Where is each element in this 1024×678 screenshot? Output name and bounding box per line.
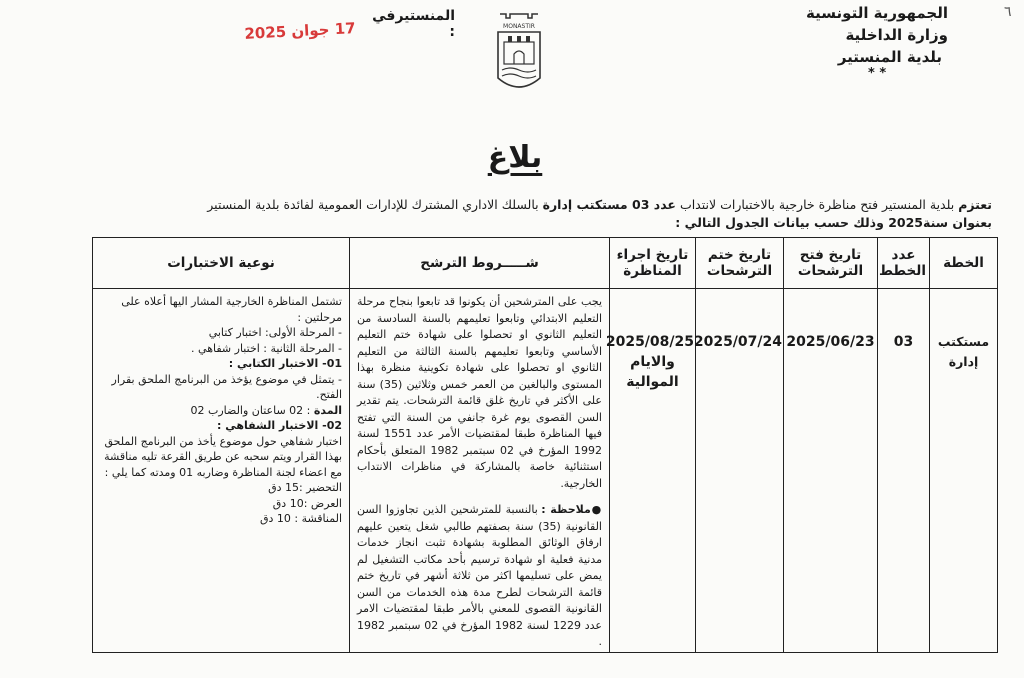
phase2: - المرحلة الثانية : اختبار شفاهي . [191, 341, 342, 355]
oral-desc: اختبار شفاهي حول موضوع يأخذ من البرنامج الملحق بهذا القرار ويتم سحبه عن طريق القرعة تليه مناقشة مع اعضاء لجنة المناظرة وضاربه 01 ومدته كما يلي : [104, 434, 342, 479]
prep-time: التحضير :15 دق [268, 481, 342, 494]
count-value: 03 [893, 334, 914, 350]
cell-conditions [350, 289, 610, 653]
cell-plan [930, 289, 998, 653]
cell-exam-date [605, 289, 696, 653]
intro-count: عدد 03 مستكتب إدارة [542, 197, 676, 212]
note-title: ●ملاحظة : [541, 503, 602, 516]
written-desc: - يتمثل في موضوع يؤخذ من البرنامج الملحق بقرار الفتح. [111, 372, 342, 401]
header-conditions: شـــــروط الترشح [350, 238, 610, 289]
written-title: 01- الاختبار الكتابي : [228, 357, 342, 370]
stars-mark: * * [868, 66, 887, 81]
cell-exam-types [93, 289, 350, 653]
close-date-value: 2025/07/24 [693, 334, 782, 350]
intro-part2: بالسلك الاداري المشترك للإدارات العمومية لفائدة بلدية المنستير [207, 197, 543, 212]
intro-part1: بلدية المنستير فتح مناظرة خارجية بالاختبارات لانتداب [675, 197, 959, 212]
presentation-time: العرض :10 دق [272, 496, 342, 510]
table-header-row [93, 238, 998, 289]
date-stamp: 17 جوان 2025 [243, 19, 357, 43]
conditions-text: يجب على المترشحين أن يكونوا قد تابعوا بنجاح مرحلة التعليم الابتدائي وتابعوا تعليمهم بالسنة السادسة من التعليم الثانوي او تحصلوا على شهادة ختم التعليم الأساسي وتابعوا تعليمهم بالسنة الثالثة من التعليم الثانوي او تحصلوا على شهادة تكوينية منظرة بهذا المستوى والبالغين من العمر خمس وثلاثين (35) سنة على الأكثر في تاريخ غلق قائمة الترشحات. يتم تقدير السن القصوى يوم غرة جانفي من السنة التي تفتح فيها المناظرة طبقا لمقتضيات الأمر عدد 1551 لسنة 1992 المؤرخ في 02 سبتمبر 1982 المتعلق بأحكام استثنائية خاصة بالمشاركة في مناظرات الانتداب الخارجية. [357, 295, 602, 490]
header-exam-date: تاريخ اجراء المناظرة [610, 238, 696, 289]
intro-paragraph [94, 196, 992, 213]
cell-count [878, 289, 930, 653]
cell-open-date [784, 289, 878, 653]
competition-table [92, 237, 998, 653]
header-close-date: تاريخ ختم الترشحات [696, 238, 784, 289]
types-intro: تشتمل المناظرة الخارجية المشار اليها أعلاه على مرحلتين : [121, 295, 342, 324]
municipality-logo [492, 8, 546, 98]
exam-types-block [94, 290, 348, 527]
intro-line2: بعنوان سنة2025 وذلك حسب بيانات الجدول التالي : [675, 215, 992, 230]
notice-title: بلاغ [487, 140, 543, 175]
plan-value: مستكتب إدارة [937, 334, 990, 369]
header-plan: الخطة [930, 238, 998, 289]
oral-title: 02- الاختبار الشفاهي : [217, 419, 342, 432]
header-count: عدد الخطط [878, 238, 930, 289]
header-exam-types: نوعية الاختبارات [93, 238, 350, 289]
logo-text: MONASTIR [503, 23, 535, 30]
duration-label: المدة [313, 403, 342, 417]
city-date-label: المنستيرفي : [372, 8, 455, 40]
conditions-note [351, 498, 608, 651]
ministry-name: وزارة الداخلية [845, 26, 948, 44]
exam-date-value: 2025/08/25 والايام الموالية [605, 334, 694, 390]
phase1: - المرحلة الأولى: اختبار كتابي [208, 326, 342, 339]
page-mark: ٦ [1004, 4, 1012, 20]
header-open-date: تاريخ فتح الترشحات [784, 238, 878, 289]
municipality-name: بلدية المنستير [837, 48, 942, 66]
republic-name: الجمهورية التونسية [806, 4, 948, 22]
open-date-value: 2025/06/23 [786, 334, 875, 350]
cell-close-date [693, 289, 784, 653]
duration-value: : 02 ساعتان والضارب 02 [190, 403, 314, 417]
discussion-time: المناقشة : 10 دق [259, 512, 342, 525]
table-row [93, 289, 998, 653]
intro-lead: تعتزم [958, 197, 992, 212]
note-text: بالنسبة للمترشحين الذين تجاوزوا السن القانونية (35) سنة بصفتهم طالبي شغل يتعين عليهم ارفاق الوثائق المطلوبة بشهادة تثبت انجاز خدمات مدنية فعلية او شهادة ترسيم بأحد مكاتب التشغيل لم يمض على تسليمها اكثر من ثلاثة أشهر في تاريخ ختم قائمة الترشحات لطرح مدة هذه الخدمات من السن القانونية القصوى للمعني بالأمر طبقا لمقتضيات الامر عدد 1229 لسنة 1982 المؤرخ في 02 سبتمبر 1982 . [357, 503, 602, 648]
